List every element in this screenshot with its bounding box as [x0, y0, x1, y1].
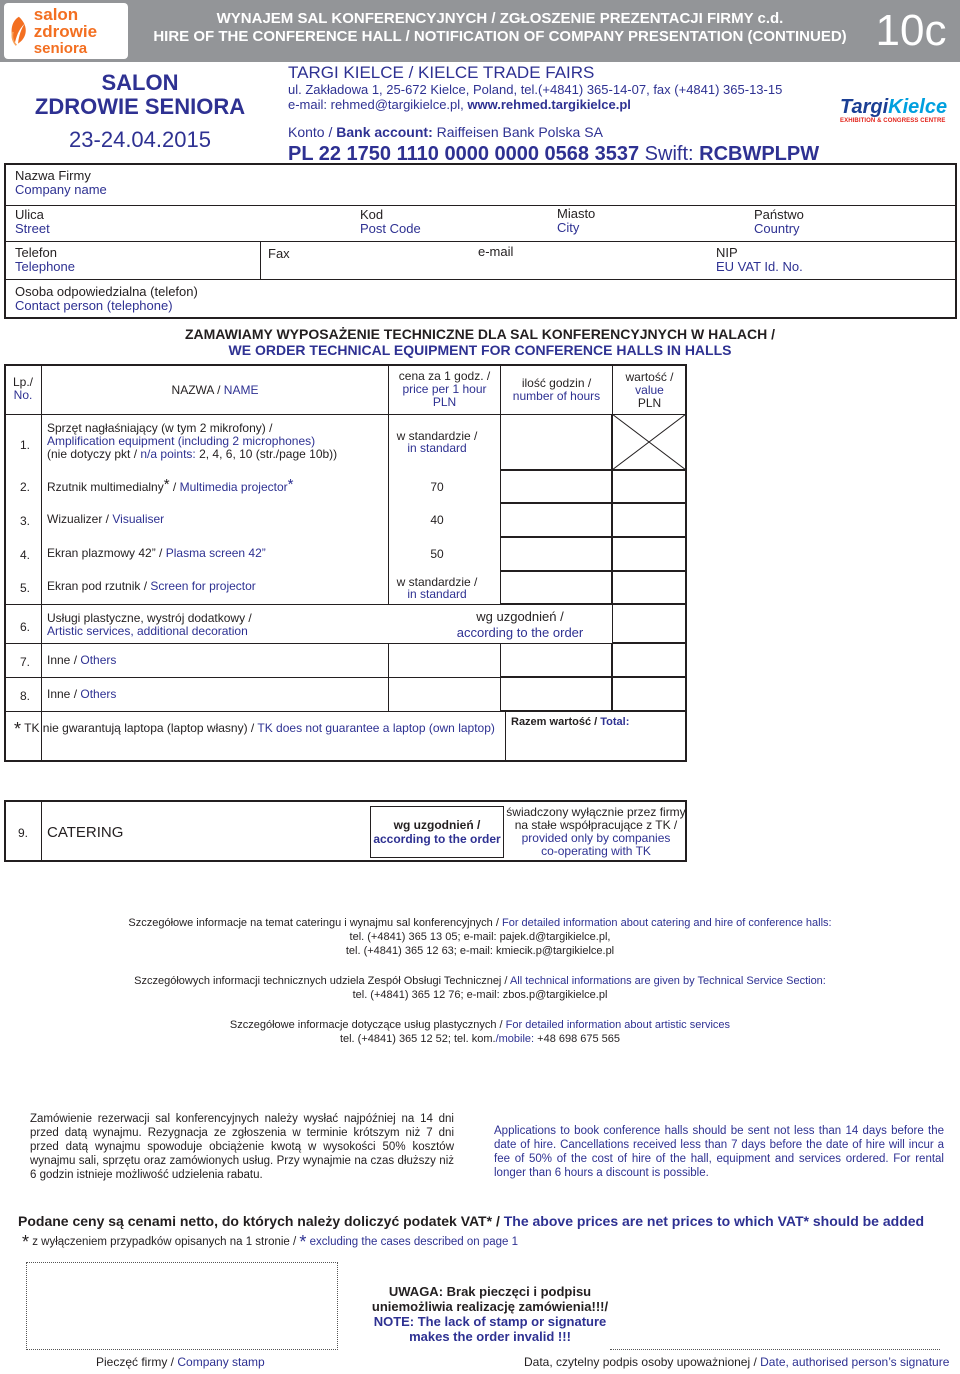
- signature-label-en: Date, authorised person’s signature: [760, 1355, 950, 1369]
- laptop-note-star: *: [14, 719, 22, 739]
- stamp-warning: [330, 1284, 650, 1344]
- city-label-pl: Miasto: [557, 206, 596, 221]
- street-field[interactable]: [15, 208, 50, 236]
- warning-en1: NOTE: The lack of stamp or signature: [373, 1314, 607, 1329]
- catering-info-tel2: tel. (+4841) 365 12 63; e-mail: kmiecik.p@targikielce.pl: [345, 945, 615, 957]
- row-1-price-pl: w standardzie /: [396, 429, 478, 443]
- row-1-note-en: n/a points:: [140, 447, 196, 461]
- bank-label-en: Bank account:: [336, 124, 433, 140]
- col-header-value: [613, 371, 686, 410]
- col-price-pl: cena za 1 godz. /: [398, 369, 491, 383]
- logo-text-line1: salon zdrowie: [33, 5, 98, 41]
- event-name-line2: ZDROWIE SENIORA: [34, 94, 246, 119]
- event-name-line1: SALON: [101, 70, 179, 95]
- company-stamp-area[interactable]: [26, 1262, 338, 1350]
- col-hours-pl: ilość godzin /: [521, 376, 592, 390]
- col-header-name: [42, 384, 388, 397]
- row-1-no: 1.: [20, 438, 31, 452]
- row-2-value-input[interactable]: [612, 470, 686, 503]
- row-1-note: [47, 448, 337, 461]
- nip-label-en: EU VAT Id. No.: [716, 259, 803, 274]
- row-8-sep: /: [70, 687, 81, 701]
- catering-price-en: according to the order: [373, 832, 501, 846]
- iban-number: PL 22 1750 1110 0000 0000 0568 3537: [288, 143, 640, 165]
- row-4-no: 4.: [20, 548, 31, 562]
- warning-pl2: uniemożliwia realizację zamówienia!!!/: [371, 1299, 609, 1314]
- phone-label-en: Telephone: [15, 259, 75, 274]
- organizer-info: [288, 64, 828, 166]
- col-value-en: value: [635, 383, 664, 397]
- row-7-name-en: Others: [80, 653, 117, 667]
- order-title-en: WE ORDER TECHNICAL EQUIPMENT FOR CONFERENCE HALLS IN HALLS: [228, 342, 732, 358]
- row-6-name-en: Artistic services, additional decoration: [47, 624, 248, 638]
- order-title-pl: ZAMAWIAMY WYPOSAŻENIE TECHNICZNE DLA SAL KONFERENCYJNYCH W HALACH /: [184, 326, 776, 342]
- phone-label-pl: Telefon: [15, 245, 57, 260]
- signature-label-pl: Data, czytelny podpis osoby upoważnionej /: [524, 1355, 761, 1369]
- country-label-pl: Państwo: [754, 207, 804, 222]
- technical-info: [0, 974, 960, 1002]
- row-2-name-pl: Rzutnik multimedialny: [47, 480, 164, 494]
- row-5-name-pl: Ekran pod rzutnik: [47, 579, 141, 593]
- city-field[interactable]: [557, 207, 595, 235]
- row-5-sep: /: [140, 579, 151, 593]
- vat-notice-pl: Podane ceny są cenami netto, do których należy doliczyć podatek VAT* /: [18, 1213, 504, 1229]
- row-8-no: 8.: [20, 689, 31, 703]
- booking-terms-en: Applications to book conference halls should be sent not less than 14 days before the date of hire. Cancellations received less than 7 days before the date of hire will incur a fee of 50% of the cost of hire of the hall, equipment and services ordered. For rental longer than 6 hours a discount is possible.: [494, 1125, 944, 1179]
- bank-label-pl: Konto /: [288, 124, 333, 140]
- contact-details-grid: [4, 163, 957, 319]
- artistic-info: [0, 1018, 960, 1046]
- row-3-price: 40: [430, 513, 444, 527]
- row-1-value-disabled: [612, 414, 686, 470]
- warning-en2: makes the order invalid !!!: [409, 1329, 571, 1344]
- row-1-name-en: Amplification equipment (including 2 microphones): [47, 434, 316, 448]
- tk-logo-subtitle: EXHIBITION & CONGRESS CENTRE: [840, 118, 946, 124]
- row-3-hours-input[interactable]: [500, 503, 612, 537]
- tk-logo-word-b: Kielce: [888, 96, 948, 118]
- technical-info-tel: tel. (+4841) 365 12 76; e-mail: zbos.p@targikielce.pl: [352, 989, 608, 1001]
- city-label-en: City: [557, 220, 580, 235]
- catering-no: 9.: [18, 826, 29, 840]
- row-5-hours-input[interactable]: [500, 571, 612, 604]
- catering-note-pl1: świadczony wyłącznie przez firmy: [506, 805, 686, 819]
- row-6-name-pl: Usługi plastyczne, wystrój dodatkowy /: [47, 611, 252, 625]
- row-5-value-input[interactable]: [612, 571, 686, 604]
- nip-field[interactable]: [716, 246, 803, 274]
- col-no-en: No.: [13, 388, 33, 402]
- row-7-name-pl: Inne: [47, 653, 71, 667]
- stamp-label-pl: Pieczęć firmy /: [96, 1355, 178, 1369]
- cross-out-icon: [612, 414, 686, 470]
- technical-info-en: All technical informations are given by Technical Service Section:: [509, 975, 826, 987]
- event-dates: 23-24.04.2015: [69, 127, 211, 152]
- row-7-no: 7.: [20, 655, 31, 669]
- post-label-en: Post Code: [360, 221, 421, 236]
- vat-exception-note: [22, 1232, 518, 1253]
- catering-price-pl: wg uzgodnień /: [393, 818, 481, 832]
- row-8-value-input[interactable]: [612, 677, 686, 711]
- vat-note-en: excluding the cases described on page 1: [306, 1236, 519, 1248]
- row-4-name-pl: Ekran plazmowy 42”: [47, 546, 156, 560]
- col-price-en: price per 1 hour: [402, 382, 487, 396]
- vat-note-star: *: [22, 1232, 30, 1252]
- row-2-hours-input[interactable]: [500, 470, 612, 503]
- artistic-info-tel-b: /mobile:: [495, 1033, 535, 1045]
- contact-information: [0, 916, 960, 1062]
- col-name-pl: NAZWA /: [171, 383, 221, 397]
- col-value-currency: PLN: [637, 396, 662, 410]
- fax-field[interactable]: [268, 247, 290, 261]
- row-3-name-en: Visualiser: [112, 512, 165, 526]
- total-label-en: Total:: [600, 716, 630, 728]
- vat-notice: [18, 1213, 958, 1229]
- laptop-note-en: TK does not guarantee a laptop (own laptop): [257, 721, 495, 735]
- laptop-note: [14, 719, 495, 740]
- row-3-value-input[interactable]: [612, 503, 686, 537]
- row-2-name-en: Multimedia projector: [179, 480, 288, 494]
- bank-account: [288, 124, 828, 140]
- post-label-pl: Kod: [360, 207, 384, 222]
- logo-text-line2: seniora: [33, 40, 88, 57]
- row-2-no: 2.: [20, 480, 31, 494]
- col-name-en: NAME: [223, 383, 259, 397]
- organizer-contact: [288, 97, 828, 112]
- total-label-pl: Razem wartość /: [511, 716, 598, 728]
- row-1-price-en: in standard: [407, 441, 467, 455]
- event-info: [4, 62, 276, 162]
- row-3-no: 3.: [20, 514, 31, 528]
- signature-label: [524, 1355, 949, 1369]
- signature-line[interactable]: [610, 1349, 940, 1350]
- booking-terms-pl: Zamówienie rezerwacji sal konferencyjnych należy wysłać najpóźniej na 14 dni przed datą wynajmu. Rezygnacja ze zgłoszenia w terminie krótszym niż 7 dni przed datą wynajmu spowoduje obciążenie kwotą w wysokości 50% kosztów wynajmu sali, sprzętu oraz zamówionych usług. Przy wynajmie na czas dłuższy niż 6 godzin istnieje możliwość udzielenia rabatu.: [30, 1113, 454, 1181]
- row-1-price: [389, 430, 485, 454]
- company-label-en: Company name: [15, 182, 107, 197]
- contact-person-field[interactable]: [15, 285, 198, 313]
- row-5-price-pl: w standardzie /: [396, 575, 478, 589]
- row-2-sep: /: [169, 480, 180, 494]
- contact-label-en: Contact person (telephone): [15, 298, 173, 313]
- row-6-value-input[interactable]: [612, 604, 686, 643]
- col-header-price: [389, 370, 500, 409]
- bank-name: Raiffeisen Bank Polska SA: [436, 124, 603, 140]
- col-header-no: [6, 376, 40, 402]
- row-5-price-en: in standard: [407, 587, 467, 601]
- row-2-star-en: *: [287, 476, 294, 493]
- warning-pl1: UWAGA: Brak pieczęci i podpisu: [388, 1284, 592, 1299]
- catering-info: [0, 916, 960, 958]
- row-4-value-input[interactable]: [612, 537, 686, 571]
- catering-name: CATERING: [47, 824, 124, 841]
- row-1-hours-input[interactable]: [500, 414, 612, 470]
- swift-label: Swift:: [644, 143, 694, 165]
- row-1-note-pl: (nie dotyczy pkt /: [47, 447, 141, 461]
- row-8-name-en: Others: [80, 687, 117, 701]
- col-header-hours: [501, 377, 612, 403]
- catering-info-pl: Szczegółowe informacje na temat cateringu i wynajmu sal konferencyjnych /: [128, 917, 502, 929]
- organizer-address: ul. Zakładowa 1, 25-672 Kielce, Poland, tel.(+4841) 365-14-07, fax (+4841) 365-13-15: [288, 82, 783, 97]
- col-value-pl: wartość /: [625, 370, 674, 384]
- swift-code: RCBWPLPW: [699, 143, 820, 165]
- row-4-name-en: Plasma screen 42”: [165, 546, 266, 560]
- row-3-sep: /: [102, 512, 113, 526]
- street-label-en: Street: [15, 221, 50, 236]
- row-2-star: *: [163, 476, 170, 493]
- form-title: [140, 10, 860, 46]
- form-number: 10c: [875, 6, 947, 55]
- vat-note-pl: z wyłączeniem przypadków opisanych na 1 stronie /: [29, 1236, 300, 1248]
- artistic-info-tel-a: tel. (+4841) 365 12 52; tel. kom.: [339, 1033, 496, 1045]
- organizer-website-link[interactable]: www.rehmed.targikielce.pl: [467, 97, 631, 112]
- row-7-hours-input[interactable]: [500, 643, 612, 677]
- street-label-pl: Ulica: [15, 207, 44, 222]
- row-8-hours-input[interactable]: [500, 677, 612, 711]
- row-2-price: 70: [430, 480, 444, 494]
- catering-note-pl2: na stałe współpracujące z TK /: [514, 818, 678, 832]
- vat-note-star-en: *: [299, 1232, 307, 1252]
- row-8-name-pl: Inne: [47, 687, 71, 701]
- col-no-pl: Lp./: [12, 375, 33, 389]
- row-4-name: [47, 547, 266, 560]
- email-label: e-mail: [478, 244, 514, 259]
- row-5-price: [389, 576, 485, 600]
- telephone-field[interactable]: [15, 246, 75, 274]
- vat-notice-en: The above prices are net prices to which VAT* should be added: [503, 1213, 925, 1229]
- row-3-name-pl: Wizualizer: [47, 512, 103, 526]
- company-label-pl: Nazwa Firmy: [15, 168, 91, 183]
- row-5-no: 5.: [20, 581, 31, 595]
- form-title-pl: WYNAJEM SAL KONFERENCYJNYCH / ZGŁOSZENIE PREZENTACJI FIRMY c.d.: [216, 10, 784, 27]
- fax-label: Fax: [268, 246, 290, 261]
- total-label: [511, 716, 629, 728]
- laptop-note-pl: TK nie gwarantują laptopa (laptop własny) /: [21, 721, 258, 735]
- order-section-title: [0, 326, 960, 358]
- catering-info-tel1: tel. (+4841) 365 13 05; e-mail: pajek.d@targikielce.pl,: [349, 931, 611, 943]
- catering-note: [506, 806, 686, 858]
- row-1-name: [47, 422, 337, 461]
- row-4-sep: /: [155, 546, 166, 560]
- row-5-name: [47, 580, 256, 593]
- tk-logo-word-a: Targi: [840, 96, 889, 118]
- row-3-name: [47, 513, 164, 526]
- leaf-logo-icon: [8, 12, 30, 50]
- row-4-hours-input[interactable]: [500, 537, 612, 571]
- row-6-price-pl: wg uzgodnień /: [476, 609, 564, 624]
- row-7-sep: /: [70, 653, 81, 667]
- country-label-en: Country: [754, 221, 800, 236]
- technical-info-pl: Szczegółowych informacji technicznych udziela Zespół Obsługi Technicznej /: [134, 975, 510, 987]
- artistic-info-pl: Szczegółowe informacje dotyczące usług plastycznych /: [229, 1019, 506, 1031]
- row-1-name-pl: Sprzęt nagłaśniający (w tym 2 mikrofony) /: [47, 421, 273, 435]
- stamp-label: [96, 1355, 265, 1369]
- row-6-price-en: according to the order: [456, 625, 584, 640]
- row-5-name-en: Screen for projector: [150, 579, 256, 593]
- contact-label-pl: Osoba odpowiedzialna (telefon): [15, 284, 198, 299]
- col-hours-en: number of hours: [512, 389, 601, 403]
- organizer-email: e-mail: rehmed@targikielce.pl,: [288, 97, 468, 112]
- catering-note-en1: provided only by companies: [521, 831, 671, 845]
- row-7-name: [47, 654, 116, 667]
- col-price-currency: PLN: [432, 395, 457, 409]
- company-name-field[interactable]: [15, 169, 107, 197]
- catering-info-en: For detailed information about catering and hire of conference halls:: [501, 917, 832, 929]
- row-1-note-tail: 2, 4, 6, 10 (str./page 10b)): [195, 447, 338, 461]
- country-field[interactable]: [754, 208, 804, 236]
- targi-kielce-logo: [840, 96, 954, 136]
- row-8-name: [47, 688, 116, 701]
- row-7-value-input[interactable]: [612, 643, 686, 677]
- email-field[interactable]: [478, 245, 513, 259]
- artistic-info-en: For detailed information about artistic services: [505, 1019, 731, 1031]
- form-title-en: HIRE OF THE CONFERENCE HALL / NOTIFICATION OF COMPANY PRESENTATION (CONTINUED): [153, 28, 847, 45]
- organizer-name: TARGI KIELCE / KIELCE TRADE FAIRS: [288, 63, 595, 82]
- artistic-info-tel-c: +48 698 675 565: [534, 1033, 621, 1045]
- stamp-label-en: Company stamp: [177, 1355, 265, 1369]
- catering-price: [370, 818, 504, 846]
- catering-note-en2: co-operating with TK: [541, 844, 651, 858]
- nip-label-pl: NIP: [716, 245, 738, 260]
- row-6-no: 6.: [20, 620, 31, 634]
- salon-logo: [4, 3, 128, 59]
- post-code-field[interactable]: [360, 208, 421, 236]
- row-6-name: [47, 612, 252, 638]
- row-2-name: [47, 478, 293, 494]
- row-4-price: 50: [430, 547, 444, 561]
